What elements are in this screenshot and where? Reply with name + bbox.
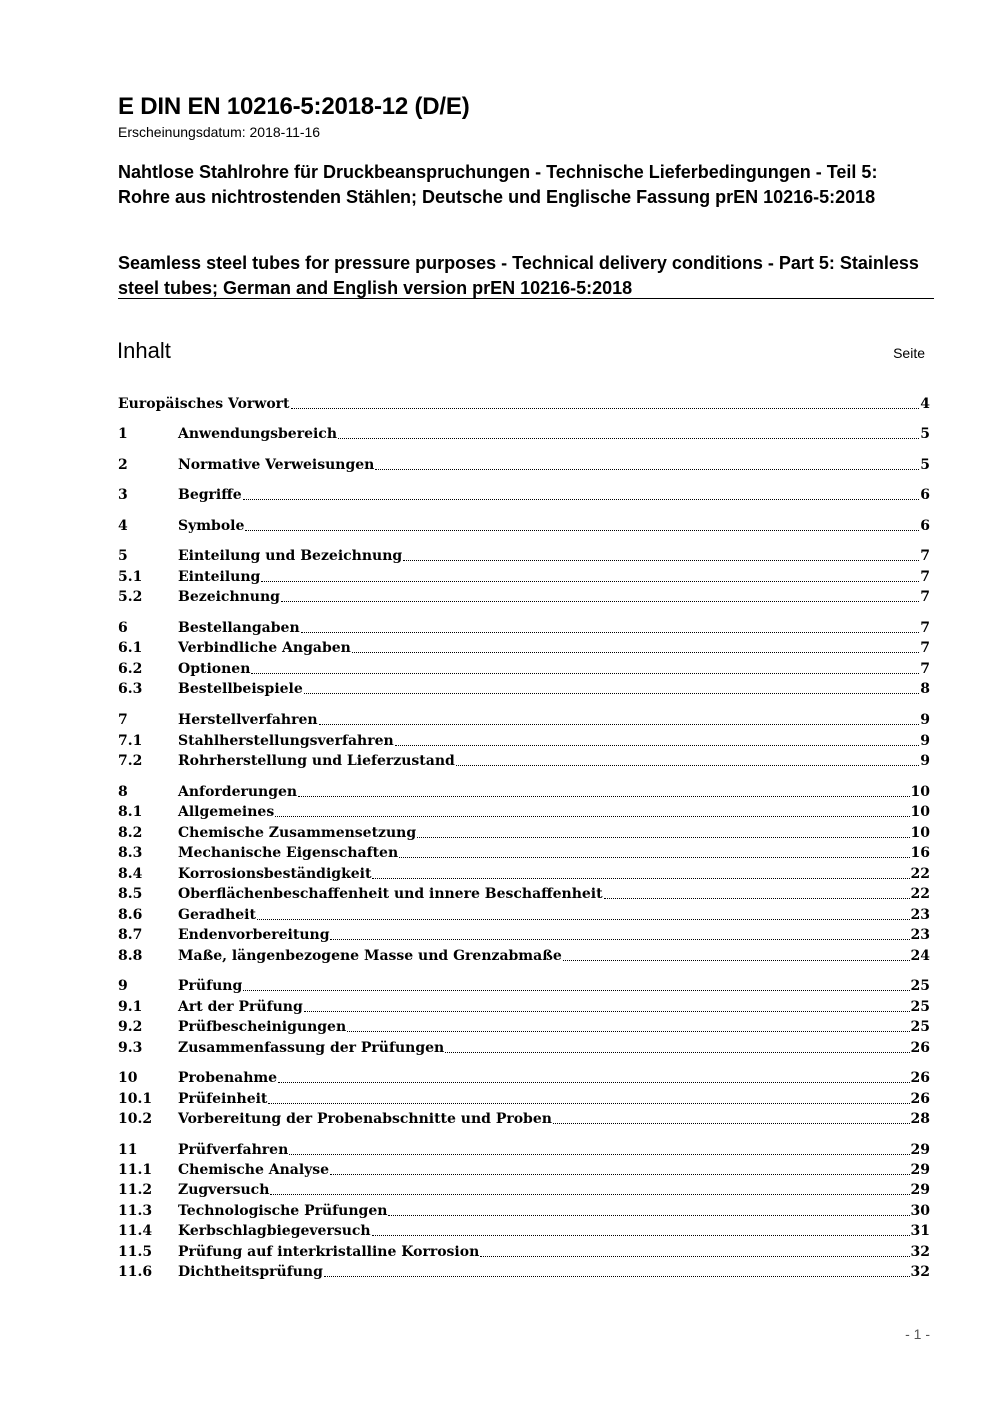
toc-leader-dots	[243, 990, 909, 991]
toc-entry-page: 4	[920, 396, 930, 412]
toc-entry-number: 6	[118, 620, 128, 636]
toc-entry[interactable]	[118, 1201, 930, 1221]
toc-entry-page: 10	[910, 784, 930, 800]
toc-leader-dots	[338, 438, 919, 439]
toc-entry-page: 25	[910, 1019, 930, 1035]
toc-entry[interactable]	[118, 618, 930, 638]
toc-entry-title: Kerbschlagbiegeversuch	[178, 1223, 371, 1239]
title-english: Seamless steel tubes for pressure purposes - Technical delivery conditions - Part 5: Stainless steel tubes; German and English version prEN 10216-5:2018	[118, 253, 919, 298]
toc-heading: Inhalt	[117, 338, 171, 363]
toc-entry-page: 30	[910, 1203, 930, 1219]
toc-entry-number: 11.5	[118, 1244, 153, 1260]
toc-leader-dots	[563, 960, 910, 961]
toc-leader-dots	[372, 878, 909, 879]
toc-entry-page: 7	[920, 569, 930, 585]
toc-leader-dots	[372, 1235, 910, 1236]
toc-entry[interactable]	[118, 946, 930, 966]
toc-entry[interactable]	[118, 1160, 930, 1180]
toc-entry-title: Begriffe	[178, 487, 242, 503]
toc-entry-number: 9.3	[118, 1040, 143, 1056]
toc-leader-dots	[352, 652, 919, 653]
toc-entry-page: 7	[920, 661, 930, 677]
toc-entry[interactable]	[118, 843, 930, 863]
toc-entry-number: 10.2	[118, 1111, 153, 1127]
toc-entry[interactable]	[118, 546, 930, 566]
toc-entry-number: 11.2	[118, 1182, 153, 1198]
toc-entry-title: Technologische Prüfungen	[178, 1203, 388, 1219]
toc-entry-number: 8.1	[118, 804, 143, 820]
toc-entry-page: 29	[910, 1162, 930, 1178]
toc-entry-page: 23	[910, 927, 930, 943]
toc-entry[interactable]	[118, 516, 930, 536]
toc-leader-dots	[268, 1103, 909, 1104]
toc-entry[interactable]	[118, 1089, 930, 1109]
toc-leader-dots	[298, 796, 909, 797]
toc-leader-dots	[347, 1031, 909, 1032]
toc-entry-title: Allgemeines	[178, 804, 275, 820]
toc-entry-page: 5	[920, 426, 930, 442]
toc-leader-dots	[330, 939, 909, 940]
toc-leader-dots	[456, 765, 919, 766]
page-number: - 1 -	[905, 1326, 930, 1342]
header-divider	[118, 298, 934, 299]
toc-entry-title: Bezeichnung	[178, 589, 280, 605]
toc-entry-title: Vorbereitung der Probenabschnitte und Proben	[178, 1111, 552, 1127]
toc-leader-dots	[257, 919, 910, 920]
toc-leader-dots	[245, 530, 919, 531]
toc-entry-title: Rohrherstellung und Lieferzustand	[178, 753, 455, 769]
toc-entry[interactable]	[118, 659, 930, 679]
toc-entry-page: 25	[910, 999, 930, 1015]
toc-leader-dots	[281, 601, 919, 602]
toc-entry-title: Symbole	[178, 518, 245, 534]
toc-leader-dots	[304, 693, 919, 694]
toc-leader-dots	[261, 581, 919, 582]
toc-entry-number: 3	[118, 487, 128, 503]
toc-entry-number: 8.2	[118, 825, 143, 841]
toc-entry-page: 9	[920, 753, 930, 769]
toc-entry-number: 1	[118, 426, 128, 442]
toc-entry-number: 8.7	[118, 927, 143, 943]
toc-entry[interactable]	[118, 424, 930, 444]
toc-entry[interactable]	[118, 823, 930, 843]
toc-entry-title: Art der Prüfung	[178, 999, 303, 1015]
toc-entry-number: 8.5	[118, 886, 143, 902]
toc-entry-title: Chemische Zusammensetzung	[178, 825, 417, 841]
toc-entry-title: Normative Verweisungen	[178, 457, 375, 473]
toc-leader-dots	[243, 499, 920, 500]
toc-entry-number: 5.2	[118, 589, 143, 605]
toc-leader-dots	[330, 1174, 909, 1175]
toc-leader-dots	[304, 1011, 910, 1012]
toc-entry-title: Chemische Analyse	[178, 1162, 330, 1178]
toc-entry[interactable]	[118, 1242, 930, 1262]
toc-entry-page: 26	[910, 1040, 930, 1056]
toc-entry[interactable]	[118, 1017, 930, 1037]
toc-entry-page: 9	[920, 712, 930, 728]
toc-entry-title: Mechanische Eigenschaften	[178, 845, 399, 861]
toc-leader-dots	[604, 898, 910, 899]
toc-leader-dots	[403, 560, 919, 561]
toc-entry-title: Anforderungen	[178, 784, 298, 800]
toc-entry-page: 7	[920, 640, 930, 656]
toc-entry-title: Zusammenfassung der Prüfungen	[178, 1040, 445, 1056]
toc-entry-title: Europäisches Vorwort	[118, 396, 290, 412]
toc-entry[interactable]	[118, 567, 930, 587]
toc-entry-page: 29	[910, 1182, 930, 1198]
toc-entry-number: 10.1	[118, 1091, 153, 1107]
toc-leader-dots	[388, 1215, 909, 1216]
toc-entry-title: Korrosionsbeständigkeit	[178, 866, 372, 882]
toc-entry[interactable]	[118, 1068, 930, 1088]
toc-entry-number: 11.4	[118, 1223, 153, 1239]
toc-entry[interactable]	[118, 731, 930, 751]
toc-entry-number: 10	[118, 1070, 138, 1086]
toc-leader-dots	[270, 1194, 909, 1195]
toc-entry[interactable]	[118, 1109, 930, 1129]
toc-entry-number: 9.2	[118, 1019, 143, 1035]
toc-entry-title: Prüfeinheit	[178, 1091, 268, 1107]
toc-entry[interactable]	[118, 710, 930, 730]
toc-leader-dots	[319, 724, 920, 725]
toc-entry-page: 7	[920, 620, 930, 636]
toc-entry-page: 32	[910, 1264, 930, 1280]
toc-entry-page: 22	[910, 886, 930, 902]
toc-entry-page: 26	[910, 1091, 930, 1107]
toc-leader-dots	[278, 1082, 909, 1083]
toc-entry-title: Oberflächenbeschaffenheit und innere Beschaffenheit	[178, 886, 603, 902]
toc-entry-title: Maße, längenbezogene Masse und Grenzabmaße	[178, 948, 562, 964]
toc-entry-page: 24	[910, 948, 930, 964]
toc-leader-dots	[301, 632, 920, 633]
toc-entry-number: 4	[118, 518, 128, 534]
toc-entry[interactable]	[118, 1038, 930, 1058]
toc-entry[interactable]	[118, 638, 930, 658]
toc-entry[interactable]	[118, 455, 930, 475]
toc-entry-page: 7	[920, 589, 930, 605]
toc-entry-title: Endenvorbereitung	[178, 927, 330, 943]
toc-entry-number: 11	[118, 1142, 138, 1158]
toc-entry-title: Stahlherstellungsverfahren	[178, 733, 394, 749]
toc-entry[interactable]	[118, 864, 930, 884]
toc-leader-dots	[553, 1123, 910, 1124]
toc-leader-dots	[324, 1276, 910, 1277]
toc-entry-title: Dichtheitsprüfung	[178, 1264, 323, 1280]
toc-entry-page: 31	[910, 1223, 930, 1239]
toc-leader-dots	[291, 408, 920, 409]
toc-leader-dots	[417, 837, 909, 838]
toc-entry-number: 9	[118, 978, 128, 994]
toc-entry-page: 23	[910, 907, 930, 923]
toc-entry-number: 9.1	[118, 999, 143, 1015]
toc-entry-title: Prüfverfahren	[178, 1142, 289, 1158]
toc-entry[interactable]	[118, 751, 930, 771]
toc-entry-number: 2	[118, 457, 128, 473]
toc-leader-dots	[289, 1154, 909, 1155]
publication-date: Erscheinungsdatum: 2018-11-16	[118, 124, 321, 140]
toc-entry-number: 11.3	[118, 1203, 153, 1219]
document-title: E DIN EN 10216-5:2018-12 (D/E)	[118, 93, 470, 120]
toc-entry-title: Zugversuch	[178, 1182, 270, 1198]
toc-entry-title: Verbindliche Angaben	[178, 640, 351, 656]
toc-entry[interactable]	[118, 925, 930, 945]
toc-entry[interactable]	[118, 802, 930, 822]
toc-entry-number: 5.1	[118, 569, 143, 585]
toc-entry-page: 6	[920, 487, 930, 503]
toc-entry[interactable]	[118, 782, 930, 802]
toc-entry-number: 8.6	[118, 907, 143, 923]
toc-entry[interactable]	[118, 884, 930, 904]
toc-leader-dots	[480, 1256, 909, 1257]
toc-entry-number: 8.8	[118, 948, 143, 964]
toc-entry-number: 7.1	[118, 733, 143, 749]
toc-entry-page: 29	[910, 1142, 930, 1158]
toc-entry-page: 5	[920, 457, 930, 473]
toc-entry[interactable]	[118, 1140, 930, 1160]
toc-leader-dots	[399, 857, 909, 858]
toc-entry-number: 5	[118, 548, 128, 564]
toc-entry-number: 11.6	[118, 1264, 153, 1280]
toc-entry-page: 26	[910, 1070, 930, 1086]
toc-entry-number: 8	[118, 784, 128, 800]
toc-leader-dots	[445, 1052, 909, 1053]
toc-entry[interactable]	[118, 1221, 930, 1241]
toc-entry-page: 7	[920, 548, 930, 564]
toc-entry-number: 7	[118, 712, 128, 728]
toc-entry-page: 22	[910, 866, 930, 882]
toc-entry-title: Bestellangaben	[178, 620, 300, 636]
toc-entry-title: Prüfung	[178, 978, 243, 994]
toc-entry-title: Prüfung auf interkristalline Korrosion	[178, 1244, 480, 1260]
toc-entry-page: 9	[920, 733, 930, 749]
toc-entry[interactable]	[118, 905, 930, 925]
toc-entry-title: Einteilung	[178, 569, 261, 585]
toc-entry[interactable]	[118, 587, 930, 607]
toc-entry-page: 8	[920, 681, 930, 697]
toc-entry-page: 32	[910, 1244, 930, 1260]
toc-entry-number: 11.1	[118, 1162, 153, 1178]
toc-entry[interactable]	[118, 1180, 930, 1200]
toc-entry-title: Bestellbeispiele	[178, 681, 303, 697]
toc-page-column-label: Seite	[893, 345, 925, 361]
toc-leader-dots	[251, 673, 919, 674]
toc-entry[interactable]	[118, 976, 930, 996]
toc-entry-number: 7.2	[118, 753, 143, 769]
toc-entry-number: 6.2	[118, 661, 143, 677]
toc-entry-title: Prüfbescheinigungen	[178, 1019, 347, 1035]
toc-entry[interactable]	[118, 679, 930, 699]
toc-entry-page: 25	[910, 978, 930, 994]
toc-entry-title: Anwendungsbereich	[178, 426, 337, 442]
toc-entry-title: Geradheit	[178, 907, 256, 923]
toc-entry[interactable]	[118, 1262, 930, 1282]
toc-entry-page: 6	[920, 518, 930, 534]
toc-entry-number: 8.3	[118, 845, 143, 861]
toc-entry-number: 8.4	[118, 866, 143, 882]
toc-entry[interactable]	[118, 997, 930, 1017]
toc-leader-dots	[375, 469, 919, 470]
toc-entry-page: 16	[910, 845, 930, 861]
toc-entry-title: Herstellverfahren	[178, 712, 318, 728]
toc-entry-title: Einteilung und Bezeichnung	[178, 548, 403, 564]
toc-entry-title: Optionen	[178, 661, 251, 677]
toc-leader-dots	[395, 745, 920, 746]
toc-entry-page: 10	[910, 825, 930, 841]
toc-entry-number: 6.1	[118, 640, 143, 656]
toc-entry-page: 10	[910, 804, 930, 820]
toc-entry[interactable]	[118, 394, 930, 414]
toc-entry-title: Probenahme	[178, 1070, 278, 1086]
toc-entry-number: 6.3	[118, 681, 143, 697]
toc-entry-page: 28	[910, 1111, 930, 1127]
toc-entry[interactable]	[118, 485, 930, 505]
toc-leader-dots	[275, 816, 909, 817]
title-german: Nahtlose Stahlrohre für Druckbeanspruchungen - Technische Lieferbedingungen - Teil 5: Rohre aus nichtrostenden Stählen; Deutsche und Englische Fassung prEN 10216-5:2018	[118, 162, 878, 207]
